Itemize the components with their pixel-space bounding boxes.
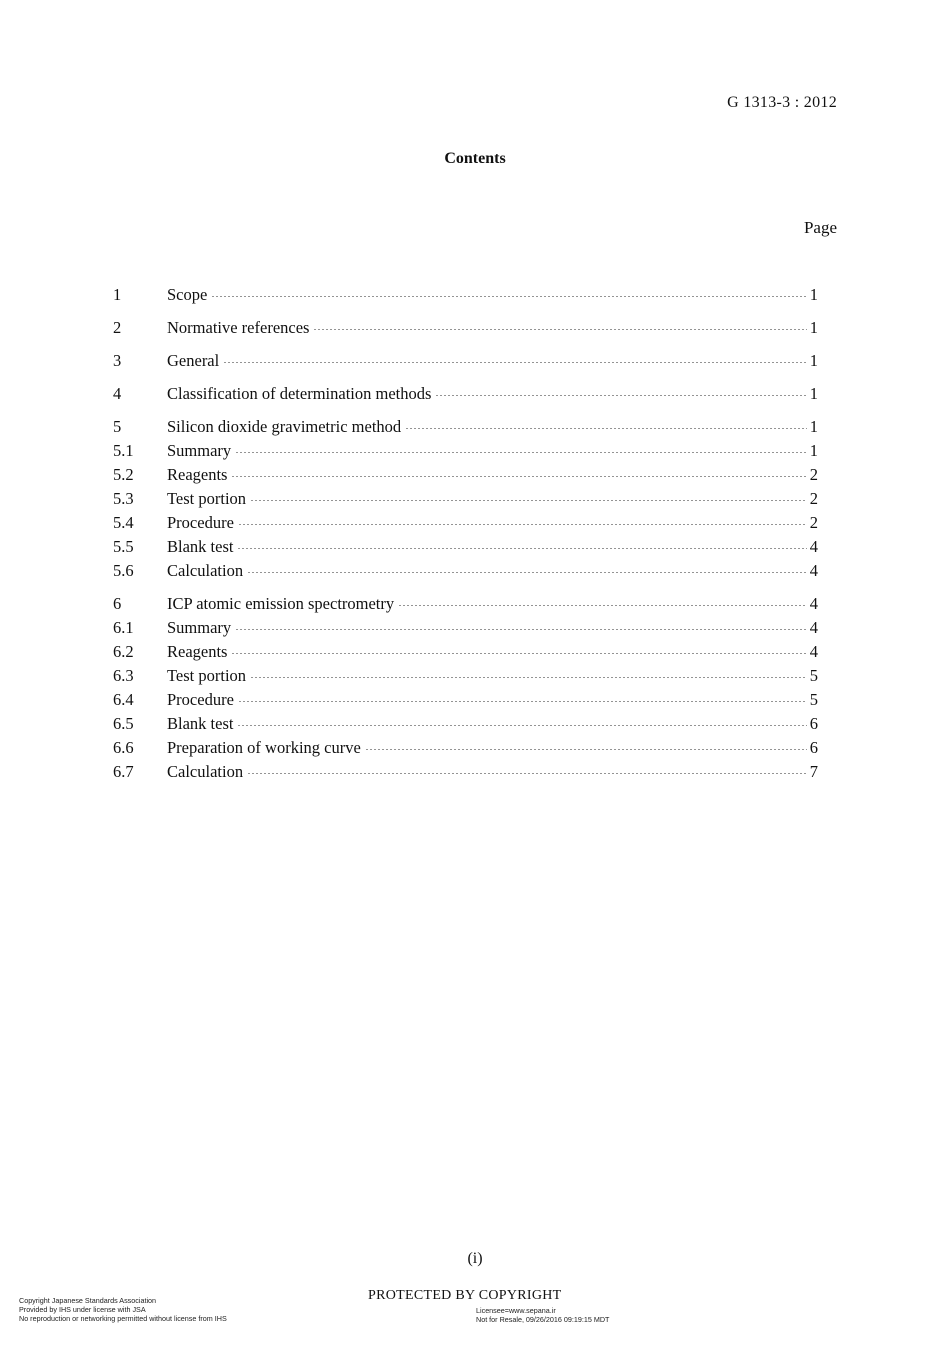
toc-entry-title: Summary bbox=[167, 441, 232, 460]
dot-leader bbox=[398, 605, 807, 606]
dot-leader bbox=[247, 773, 807, 774]
toc-entry-title: Test portion bbox=[167, 489, 247, 508]
toc-entry-number: 5.1 bbox=[113, 441, 134, 460]
toc-section bbox=[113, 415, 818, 583]
toc-entry-page: 4 bbox=[809, 561, 818, 580]
toc-entry-number: 6.2 bbox=[113, 642, 134, 661]
toc-section bbox=[113, 382, 818, 406]
toc-entry[interactable] bbox=[113, 316, 818, 340]
page-number: (i) bbox=[467, 1250, 483, 1267]
toc-entry-number: 6.4 bbox=[113, 690, 134, 709]
toc-entry-number: 6.1 bbox=[113, 618, 134, 637]
dot-leader bbox=[435, 395, 806, 396]
toc-entry-page: 5 bbox=[809, 690, 818, 709]
dot-leader bbox=[365, 749, 807, 750]
toc-entry-title: Silicon dioxide gravimetric method bbox=[167, 417, 402, 436]
dot-leader bbox=[223, 362, 807, 363]
toc-entry[interactable] bbox=[113, 616, 818, 640]
copyright-notice bbox=[19, 1296, 227, 1323]
contents-heading: Contents bbox=[444, 150, 506, 167]
page-column-label: Page bbox=[803, 218, 837, 237]
toc-entry[interactable] bbox=[113, 592, 818, 616]
copyright-line: Provided by IHS under license with JSA bbox=[19, 1305, 146, 1314]
table-of-contents bbox=[113, 283, 818, 793]
dot-leader bbox=[237, 548, 806, 549]
toc-entry-title: Blank test bbox=[167, 537, 234, 556]
toc-entry-page: 1 bbox=[809, 441, 818, 460]
toc-entry[interactable] bbox=[113, 736, 818, 760]
toc-entry-page: 2 bbox=[809, 513, 818, 532]
dot-leader bbox=[231, 653, 806, 654]
toc-entry-page: 1 bbox=[809, 351, 818, 370]
toc-entry-page: 4 bbox=[809, 618, 818, 637]
toc-entry-title: Reagents bbox=[167, 465, 228, 484]
toc-entry-title: General bbox=[167, 351, 220, 370]
toc-entry-page: 4 bbox=[809, 594, 818, 613]
toc-entry-page: 1 bbox=[809, 384, 818, 403]
toc-entry-title: ICP atomic emission spectrometry bbox=[167, 594, 395, 613]
toc-entry-title: Summary bbox=[167, 618, 232, 637]
dot-leader bbox=[231, 476, 806, 477]
toc-entry[interactable] bbox=[113, 283, 818, 307]
toc-entry[interactable] bbox=[113, 760, 818, 784]
toc-entry-page: 6 bbox=[809, 738, 818, 757]
dot-leader bbox=[237, 725, 806, 726]
toc-entry[interactable] bbox=[113, 640, 818, 664]
toc-entry[interactable] bbox=[113, 712, 818, 736]
dot-leader bbox=[250, 677, 807, 678]
copyright-line: Copyright Japanese Standards Association bbox=[19, 1296, 157, 1305]
toc-entry-title: Procedure bbox=[167, 513, 234, 532]
dot-leader bbox=[250, 500, 807, 501]
copyright-line: No reproduction or networking permitted without license from IHS bbox=[19, 1314, 227, 1323]
toc-entry-number: 6.3 bbox=[113, 666, 134, 685]
document-number: G 1313-3 : 2012 bbox=[727, 94, 837, 111]
toc-section bbox=[113, 316, 818, 340]
toc-entry-title: Blank test bbox=[167, 714, 234, 733]
toc-entry[interactable] bbox=[113, 415, 818, 439]
toc-entry-number: 5 bbox=[113, 417, 122, 436]
toc-entry-number: 5.4 bbox=[113, 513, 134, 532]
toc-entry[interactable] bbox=[113, 535, 818, 559]
toc-entry[interactable] bbox=[113, 463, 818, 487]
toc-entry-number: 6 bbox=[113, 594, 122, 613]
toc-entry-number: 6.7 bbox=[113, 762, 134, 781]
toc-entry[interactable] bbox=[113, 664, 818, 688]
toc-entry-title: Preparation of working curve bbox=[167, 738, 361, 757]
license-line: Not for Resale, 09/26/2016 09:19:15 MDT bbox=[476, 1315, 610, 1324]
toc-entry-page: 4 bbox=[809, 537, 818, 556]
toc-section bbox=[113, 283, 818, 307]
toc-entry-title: Reagents bbox=[167, 642, 228, 661]
toc-entry[interactable] bbox=[113, 688, 818, 712]
dot-leader bbox=[238, 701, 807, 702]
toc-entry-title: Calculation bbox=[167, 762, 244, 781]
toc-section bbox=[113, 592, 818, 784]
toc-entry-number: 5.6 bbox=[113, 561, 134, 580]
toc-entry-page: 7 bbox=[809, 762, 818, 781]
toc-entry-title: Scope bbox=[167, 285, 208, 304]
toc-entry-page: 6 bbox=[809, 714, 818, 733]
toc-entry-title: Procedure bbox=[167, 690, 234, 709]
dot-leader bbox=[238, 524, 807, 525]
toc-entry-number: 5.3 bbox=[113, 489, 134, 508]
license-notice bbox=[476, 1306, 609, 1324]
dot-leader bbox=[247, 572, 807, 573]
toc-entry-title: Classification of determination methods bbox=[167, 384, 432, 403]
toc-entry-title: Calculation bbox=[167, 561, 244, 580]
protected-notice: PROTECTED BY COPYRIGHT bbox=[368, 1288, 562, 1303]
toc-entry-page: 1 bbox=[809, 285, 818, 304]
toc-entry-page: 2 bbox=[809, 465, 818, 484]
toc-entry-title: Normative references bbox=[167, 318, 310, 337]
license-line: Licensee=www.sepana.ir bbox=[476, 1306, 556, 1315]
dot-leader bbox=[235, 452, 807, 453]
dot-leader bbox=[313, 329, 806, 330]
toc-section bbox=[113, 349, 818, 373]
dot-leader bbox=[405, 428, 807, 429]
toc-entry[interactable] bbox=[113, 487, 818, 511]
toc-entry[interactable] bbox=[113, 511, 818, 535]
toc-entry-page: 1 bbox=[809, 318, 818, 337]
toc-entry-page: 2 bbox=[809, 489, 818, 508]
toc-entry-number: 6.6 bbox=[113, 738, 134, 757]
toc-entry[interactable] bbox=[113, 349, 818, 373]
toc-entry-number: 6.5 bbox=[113, 714, 134, 733]
toc-entry-number: 5.2 bbox=[113, 465, 134, 484]
dot-leader bbox=[211, 296, 806, 297]
toc-entry-number: 3 bbox=[113, 351, 122, 370]
toc-entry-number: 4 bbox=[113, 384, 122, 403]
toc-entry[interactable] bbox=[113, 559, 818, 583]
toc-entry-number: 5.5 bbox=[113, 537, 134, 556]
toc-entry-page: 4 bbox=[809, 642, 818, 661]
toc-entry[interactable] bbox=[113, 382, 818, 406]
toc-entry[interactable] bbox=[113, 439, 818, 463]
toc-entry-page: 1 bbox=[809, 417, 818, 436]
toc-entry-title: Test portion bbox=[167, 666, 247, 685]
toc-entry-page: 5 bbox=[809, 666, 818, 685]
dot-leader bbox=[235, 629, 807, 630]
toc-entry-number: 1 bbox=[113, 285, 122, 304]
toc-entry-number: 2 bbox=[113, 318, 122, 337]
